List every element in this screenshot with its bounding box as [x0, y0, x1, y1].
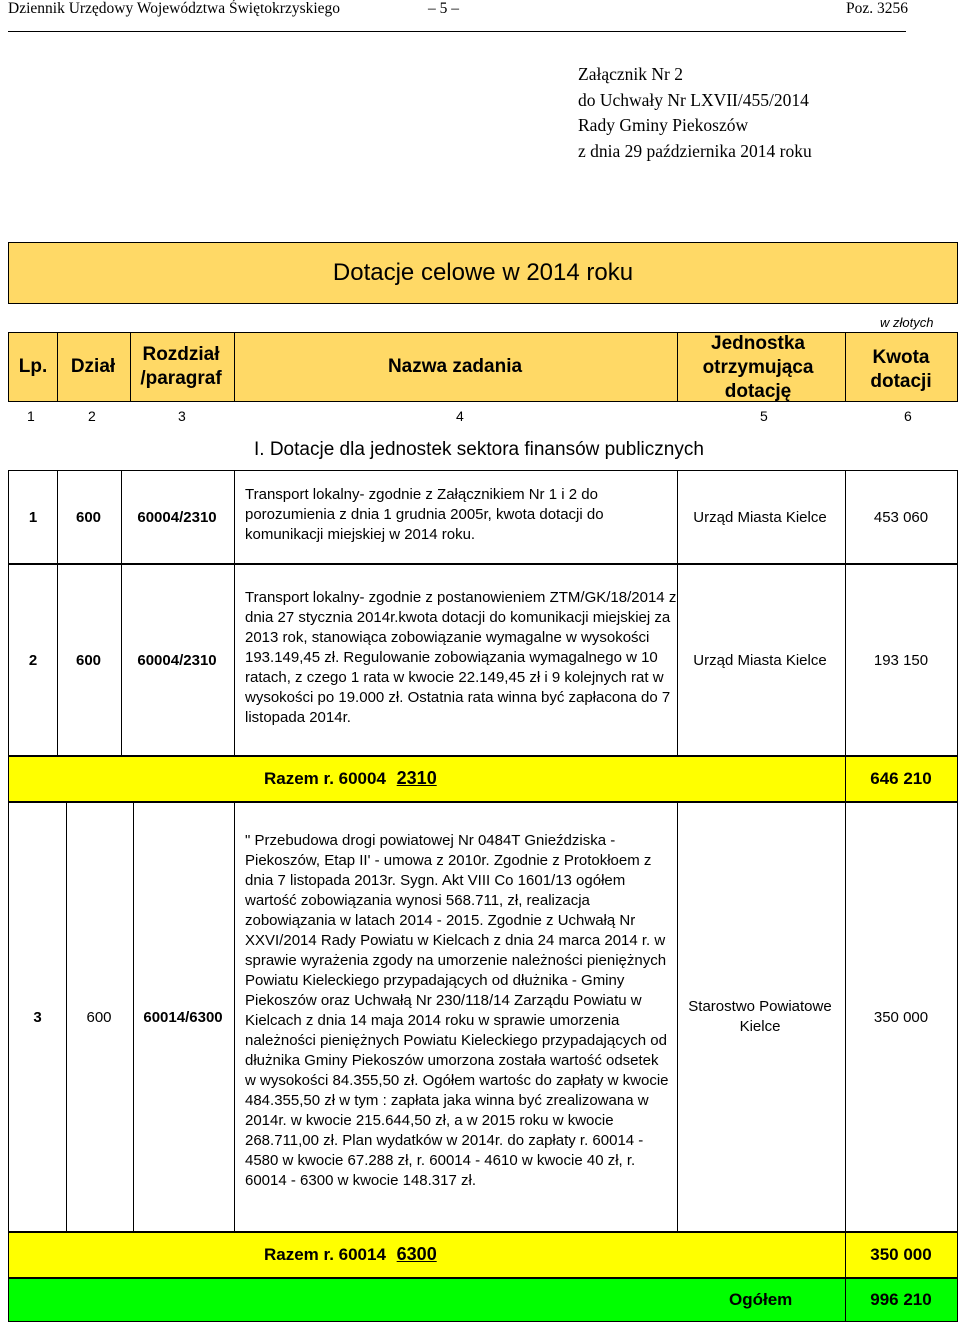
row1-nazwa: Transport lokalny- zgodnie z Załącznikiem Nr 1 i 2 do porozumienia z dnia 1 grudnia 2005r, kwota dotacji do komunikacji miejskiej w 2014 roku. [245, 486, 604, 543]
row3-rozdzial: 60014/6300 [143, 1008, 223, 1026]
row2-jednostka: Urząd Miasta Kielce [693, 651, 827, 669]
col-rozdzial: Rozdział /paragraf [140, 344, 222, 389]
unit-note: w złotych [880, 315, 934, 330]
total-value: 996 210 [870, 1290, 932, 1309]
row3-kwota: 350 000 [873, 1008, 929, 1026]
row2-rozdzial: 60004/2310 [137, 651, 217, 669]
total-label: Ogółem [729, 1290, 793, 1309]
row1-kwota: 453 060 [873, 508, 929, 526]
subtotal2-paragraph: 6300 [396, 1244, 437, 1264]
colnum-4: 4 [456, 408, 464, 424]
colnum-5: 5 [760, 408, 768, 424]
row3-nazwa: " Przebudowa drogi powiatowej Nr 0484T Gnieździska - Piekoszów, Etap II' - umowa z 2010r. Zgodnie z Protokłoem z dnia 7 listopada 2013r. Sygn. Akt VIII Co 1601/13 ogółem wartość zobowiązania wynosi 568.711, zł, realizacja zobowiązania w latach 2014 - 2015. Zgodnie z Uchwałą Nr XXVI/2014 Rady Powiatu w Kielcach z dnia 24 marca 2014 r. w sprawie wyrażenia zgody na umorzenie należności pieniężnych Powiatu Kieleckiego przypadających od dłużnika - Gminy Piekoszów oraz Uchwałą Nr 230/118/14 Zarządu Powiatu w Kielcach z dnia 14 maja 2014 roku w sprawie umorzenia należności pieniężnych Powiatu Kieleckiego przypadających od dłużnika Gminy Piekoszów umorzona została wartość odsetek w wysokości 84.355,50 zł. Ogółem wartośc do zapłaty w kwocie 484.355,50 zł w tym : zapłata jaka winna być zrealizowana w 2014r. w kwocie 215.644,50 zł, a w 2015 roku w kwocie 268.711,00 zł. Plan wydatków w 2014r. do zapłaty r. 60014 - 4580 w kwocie 67.288 zł, r. 60014 - 4610 w kwocie 40 zł, r. 60014 - 6300 w kwocie 148.317 zł. [245, 832, 669, 1189]
subtotal2-label [264, 1244, 437, 1265]
subtotal2-value: 350 000 [870, 1245, 932, 1264]
column-numbers-row [8, 404, 958, 428]
row1-jednostka: Urząd Miasta Kielce [693, 508, 827, 526]
header-rule [8, 31, 906, 32]
section-title: I. Dotacje dla jednostek sektora finansów publicznych [254, 439, 704, 460]
row3-lp: 3 [33, 1008, 42, 1026]
annex-line-4: z dnia 29 października 2014 roku [578, 140, 812, 161]
table-title [8, 242, 958, 304]
colnum-6: 6 [904, 408, 912, 424]
row2-kwota: 193 150 [873, 651, 929, 669]
annex-block [578, 62, 812, 164]
subtotal1-label-text: Razem r. 60004 [264, 769, 386, 788]
subtotal-row-60014 [8, 1232, 958, 1278]
row1-lp: 1 [28, 508, 38, 526]
subtotal2-label-text: Razem r. 60014 [264, 1245, 386, 1264]
row1-dzial: 600 [75, 508, 102, 526]
colnum-3: 3 [178, 408, 186, 424]
journal-name: Dziennik Urzędowy Województwa Świętokrzyskiego [8, 0, 341, 17]
colnum-2: 2 [88, 408, 96, 424]
col-dzial: Dział [70, 356, 116, 377]
page-number: – 5 – [428, 0, 459, 17]
row2-dzial: 600 [75, 651, 102, 669]
annex-line-1: Załącznik Nr 2 [578, 64, 683, 84]
col-lp: Lp. [18, 356, 48, 377]
position-number: Poz. 3256 [846, 0, 908, 17]
col-jednostka: Jednostka otrzymująca dotację [702, 333, 814, 402]
row2-lp: 2 [28, 651, 38, 669]
subtotal1-label [264, 768, 437, 789]
row3-jednostka: Starostwo Powiatowe Kielce [688, 998, 832, 1035]
colnum-1: 1 [27, 408, 35, 424]
subtotal1-value: 646 210 [870, 769, 932, 788]
col-kwota: Kwota dotacji [870, 347, 932, 392]
subtotal-row-60004 [8, 756, 958, 802]
page-header [8, 0, 908, 24]
row3-dzial: 600 [86, 1008, 112, 1026]
table-title-text: Dotacje celowe w 2014 roku [332, 259, 634, 286]
row2-nazwa: Transport lokalny- zgodnie z postanowieniem ZTM/GK/18/2014 z dnia 27 stycznia 2014r.kwota dotacji do komunikacji miejskiej za 2013 rok, stanowiąca zobowiązanie wymagalne w wysokości 193.149,45 zł. Regulowanie zobowiązania wymagalnego w 10 ratach, z czego 1 rata w kwocie 22.149,45 zł i 9 kolejnych rat w wysokości po 19.000 zł. Ostatnia rata winna być zapłacona do 7 listopada 2014r. [245, 589, 677, 726]
annex-line-3: Rady Gminy Piekoszów [578, 115, 749, 135]
total-row [8, 1278, 958, 1322]
subtotal1-paragraph: 2310 [396, 768, 437, 788]
row1-rozdzial: 60004/2310 [137, 508, 217, 526]
annex-line-2: do Uchwały Nr LXVII/455/2014 [578, 89, 809, 110]
col-nazwa: Nazwa zadania [387, 356, 523, 377]
